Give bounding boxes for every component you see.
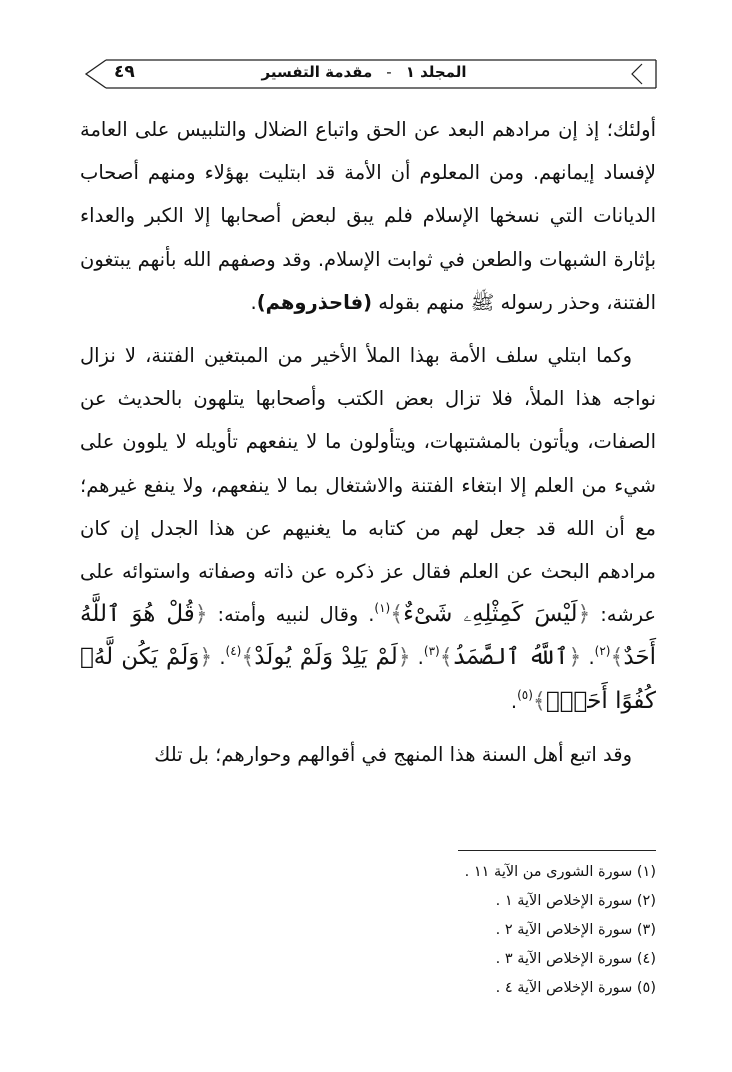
hadith-quote: (فاحذروهم) [256,290,373,314]
footnote-1: (١) سورة الشورى من الآية ١١ . [464,864,656,880]
text-line: نواجه هذا الملأ، فلا تزال بعض الكتب وأصحابها يتلهون بالحديث عن [80,387,656,411]
text-line: وكما ابتلي سلف الأمة بهذا الملأ الأخير من المبتغين الفتنة، لا نزال [80,344,632,368]
footnote-4: (٤) سورة الإخلاص الآية ٣ . [495,951,656,967]
paragraph-3 [80,733,656,776]
full-stop: . [588,646,595,670]
quran-bracket-open: ﴿ [194,602,208,628]
text-line: على شيء من العلم إلا ابتغاء الفتنة والاشتغال بما لا ينفعهم، ولا ينفع [80,430,656,497]
quran-bracket-close: ﴾ [241,645,255,671]
text-line: يبتغون الفتنة، وحذر رسوله ﷺ منهم بقوله [80,247,656,314]
text-line: غيرهم؛ مع أن الله قد جعل لهم من كتابه ما يغنيهم عن هذا الجدل [80,473,657,540]
section-title: مقدمة التفسير [261,63,373,81]
page-header [84,54,658,94]
quran-bracket-open: ﴿ [199,645,213,671]
full-stop: . [250,290,257,314]
footnote-ref-3: (٣) [423,644,440,659]
footnotes [360,858,656,1003]
paragraph-2 [80,334,656,723]
running-title [254,63,474,81]
quran-bracket-open: ﴿ [577,602,591,628]
text-line: الصفات، ويأتون بالمشتبهات، ويتأولون ما لا ينفعهم تأويله لا يلوون [122,430,656,454]
text-line: إن كان مرادهم البحث عن العلم فقال عز ذكره عن ذاته وصفاته [80,516,656,584]
footnote-2: (٢) سورة الإخلاص الآية ١ . [495,893,656,909]
quran-bracket-close: ﴾ [390,602,404,628]
full-stop: . [510,689,518,713]
quran-bracket-close: ﴾ [439,645,453,671]
footnote-ref-1: (١) [374,601,391,616]
quran-bracket-open: ﴿ [397,645,411,671]
footnote-ref-2: (٢) [594,644,611,659]
title-separator: - [386,63,392,81]
text-line: لإفساد إيمانهم. ومن المعلوم أن الأمة قد ابتليت بهؤلاء ومنهم أصحاب [80,161,656,185]
quran-verse-2: قُلْ هُوَ ٱللَّهُ أَحَدٌ [80,601,657,671]
paragraph-1 [80,108,656,324]
full-stop: . [219,646,226,670]
quran-verse-3: ٱللَّهُ ٱلصَّمَدُ [452,644,569,671]
footnote-3: (٣) سورة الإخلاص الآية ٢ . [495,922,656,938]
footnote-ref-5: (٥) [517,687,533,702]
full-stop: . [417,646,424,670]
quran-verse-1: لَيْسَ كَمِثْلِهِۦ شَىْءٌ [403,601,578,628]
quran-verse-4: لَمْ يَلِدْ وَلَمْ يُولَدْ [254,644,398,671]
quran-bracket-open: ﴿ [568,645,582,671]
page-number: ٤٩ [114,62,135,82]
footnote-5: (٥) سورة الإخلاص الآية ٤ . [495,980,656,996]
quran-verse-5: وَلَمْ يَكُن لَّهُۥ كُفُوًا أَحَدٌۢ [80,644,656,714]
quran-bracket-close: ﴾ [610,645,624,671]
footnote-ref-4: (٤) [225,644,242,659]
volume-label: المجلد ١ [405,63,467,81]
text-line: وقد اتبع أهل السنة هذا المنهج في أقوالهم وحوارهم؛ بل تلك [154,742,632,766]
main-text [80,108,656,776]
footnote-separator [458,850,656,851]
text-line: . وقال لنبيه وأمته: [217,603,375,627]
text-line: أولئك؛ إذ إن مرادهم البعد عن الحق واتباع الضلال والتلبيس على العامة [80,118,656,141]
text-line: واستوائه على عرشه: [80,560,656,627]
text-line: الديانات التي نسخها الإسلام فلم يبق لبعض أصحابها إلا الكبر والعداء [80,204,656,228]
quran-bracket-close: ﴾ [532,688,546,714]
text-line: بإثارة الشبهات والطعن في ثوابت الإسلام. وقد وصفهم الله بأنهم [137,247,656,271]
